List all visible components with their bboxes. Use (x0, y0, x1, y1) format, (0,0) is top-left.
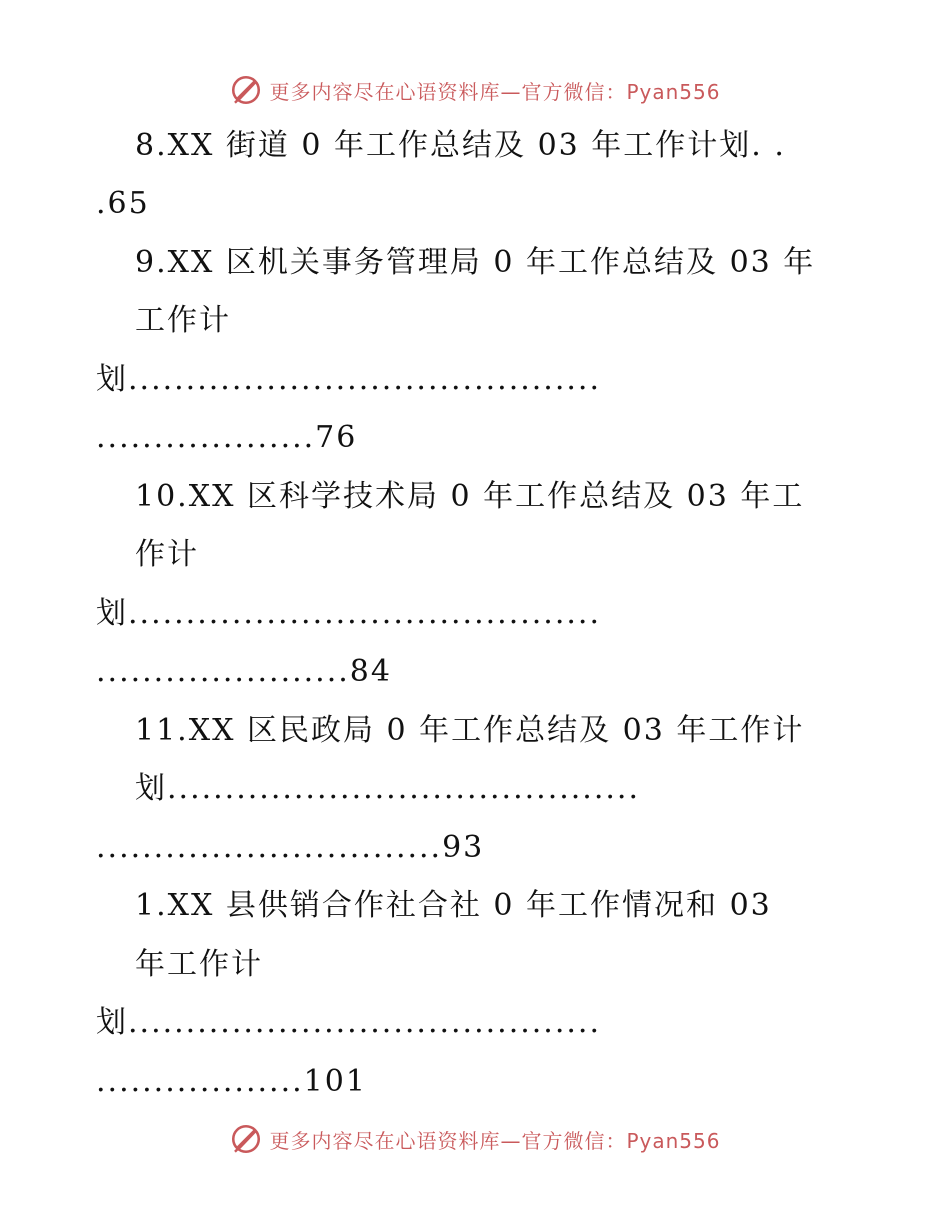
toc-entry-8-line-2[interactable]: .65 (96, 186, 150, 221)
toc-entry-10-line-3[interactable]: 划......................................... (96, 596, 601, 631)
toc-entry-11-line-3[interactable]: ..............................93 (96, 830, 485, 865)
toc-entry-11-line-1[interactable]: 11.XX 区民政局 0 年工作总结及 03 年工作计 (135, 713, 805, 748)
toc-entry-1-line-3[interactable]: 划......................................... (96, 1005, 601, 1040)
toc-entry-1-line-4[interactable]: ..................101 (96, 1064, 367, 1099)
toc-entry-1-line-2[interactable]: 年工作计 (135, 947, 263, 982)
toc-entry-1-line-1[interactable]: 1.XX 县供销合作社合社 0 年工作情况和 03 (135, 888, 772, 923)
footer-watermark (229, 1122, 720, 1156)
toc-entry-9-line-4[interactable]: ...................76 (96, 420, 358, 455)
footer-watermark-text: 更多内容尽在心语资料库—官方微信：Pyan556 (269, 1128, 721, 1153)
toc-entry-8-line-1[interactable]: 8.XX 街道 0 年工作总结及 03 年工作计划. . (135, 128, 786, 163)
page-footer-watermark (0, 1119, 950, 1159)
toc-entry-9-line-1[interactable]: 9.XX 区机关事务管理局 0 年工作总结及 03 年 (135, 245, 816, 280)
toc-entry-10-line-2[interactable]: 作计 (135, 537, 199, 572)
quill-pen-logo-icon (229, 1122, 263, 1156)
toc-entry-10-line-4[interactable]: ......................84 (96, 654, 392, 689)
toc-entry-11-line-2[interactable]: 划......................................... (135, 771, 640, 806)
toc-entry-9-line-2[interactable]: 工作计 (135, 303, 231, 338)
toc-entry-9-line-3[interactable]: 划......................................... (96, 362, 601, 397)
toc-entry-10-line-1[interactable]: 10.XX 区科学技术局 0 年工作总结及 03 年工 (135, 479, 805, 514)
header-watermark-text: 更多内容尽在心语资料库—官方微信：Pyan556 (269, 79, 721, 104)
